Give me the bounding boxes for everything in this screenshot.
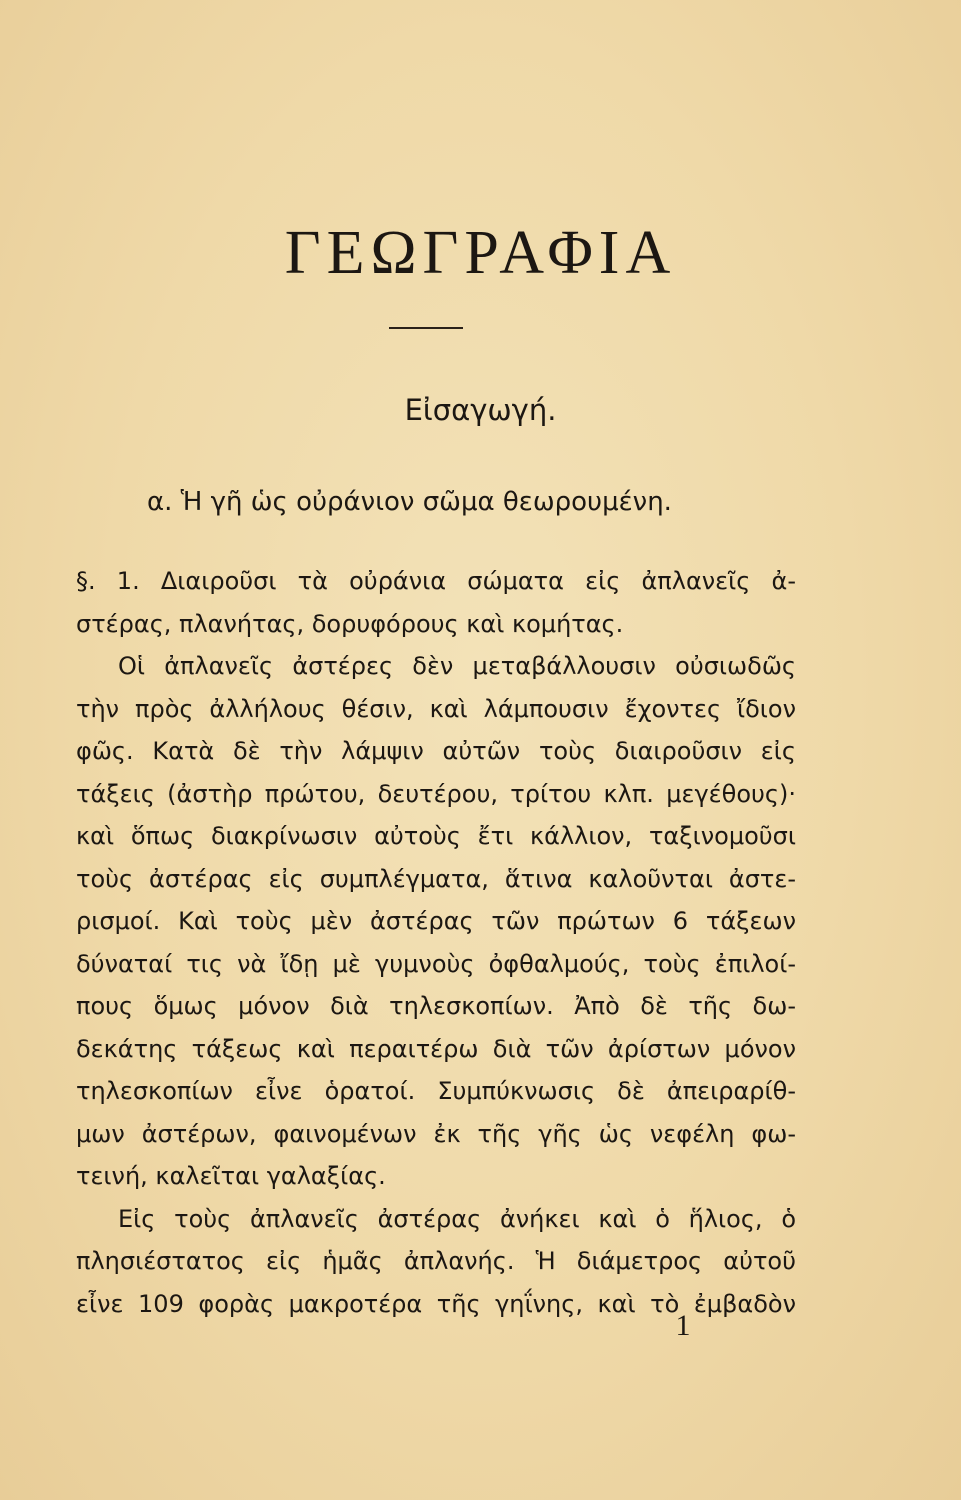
- text-line: Οἱ ἀπλανεῖς ἀστέρες δὲν μεταβάλλουσιν οὐσιωδῶς: [118, 652, 796, 680]
- section-heading: Εἰσαγωγή.: [404, 393, 557, 427]
- text-line: πους ὅμως μόνον διὰ τηλεσκοπίων. Ἀπὸ δὲ τῆς δω-: [76, 992, 796, 1020]
- text-line: ρισμοί. Καὶ τοὺς μὲν ἀστέρας τῶν πρώτων 6 τάξεων: [76, 907, 796, 935]
- text-line: εἶνε 109 φορὰς μακροτέρα τῆς γηΐνης, καὶ τὸ ἐμβαδὸν: [76, 1289, 796, 1318]
- text-line: πλησιέστατος εἰς ἡμᾶς ἀπλανής. Ἡ διάμετρος αὐτοῦ: [76, 1247, 796, 1275]
- body-text: [76, 560, 796, 1325]
- text-line: τηλεσκοπίων εἶνε ὁρατοί. Συμπύκνωσις δὲ ἀπειραρίθ-: [76, 1077, 796, 1105]
- chapter-heading: α. Ἡ γῆ ὡς οὐράνιον σῶμα θεωρουμένη.: [147, 487, 672, 517]
- text-line: τοὺς ἀστέρας εἰς συμπλέγματα, ἅτινα καλοῦνται ἀστε-: [76, 864, 796, 893]
- title-divider: [389, 327, 463, 329]
- text-line: τεινή, καλεῖται γαλαξίας.: [76, 1162, 386, 1190]
- text-line: δύναταί τις νὰ ἴδῃ μὲ γυμνοὺς ὀφθαλμούς, τοὺς ἐπιλοί-: [76, 949, 796, 978]
- page-number: 1: [675, 1309, 691, 1342]
- text-line: τάξεις (ἀστὴρ πρώτου, δευτέρου, τρίτου κλπ. μεγέθους)·: [76, 779, 796, 808]
- text-line: Εἰς τοὺς ἀπλανεῖς ἀστέρας ἀνήκει καὶ ὁ ἥλιος, ὁ: [118, 1204, 796, 1233]
- text-line: στέρας, πλανήτας, δορυφόρους καὶ κομήτας.: [76, 609, 624, 638]
- text-line: δεκάτης τάξεως καὶ περαιτέρω διὰ τῶν ἀρίστων μόνον: [76, 1034, 796, 1063]
- text-line: καὶ ὅπως διακρίνωσιν αὐτοὺς ἔτι κάλλιον, ταξινομοῦσι: [76, 822, 796, 850]
- text-line: μων ἀστέρων, φαινομένων ἐκ τῆς γῆς ὡς νεφέλη φω-: [76, 1119, 796, 1148]
- text-line: τὴν πρὸς ἀλλήλους θέσιν, καὶ λάμπουσιν ἔχοντες ἴδιον: [76, 694, 796, 723]
- text-line: §. 1. Διαιροῦσι τὰ οὐράνια σώματα εἰς ἀπλανεῖς ἀ-: [76, 567, 796, 595]
- page-title: ΓΕΩΓΡΑΦΙΑ: [284, 219, 677, 287]
- text-line: φῶς. Κατὰ δὲ τὴν λάμψιν αὐτῶν τοὺς διαιροῦσιν εἰς: [76, 737, 796, 765]
